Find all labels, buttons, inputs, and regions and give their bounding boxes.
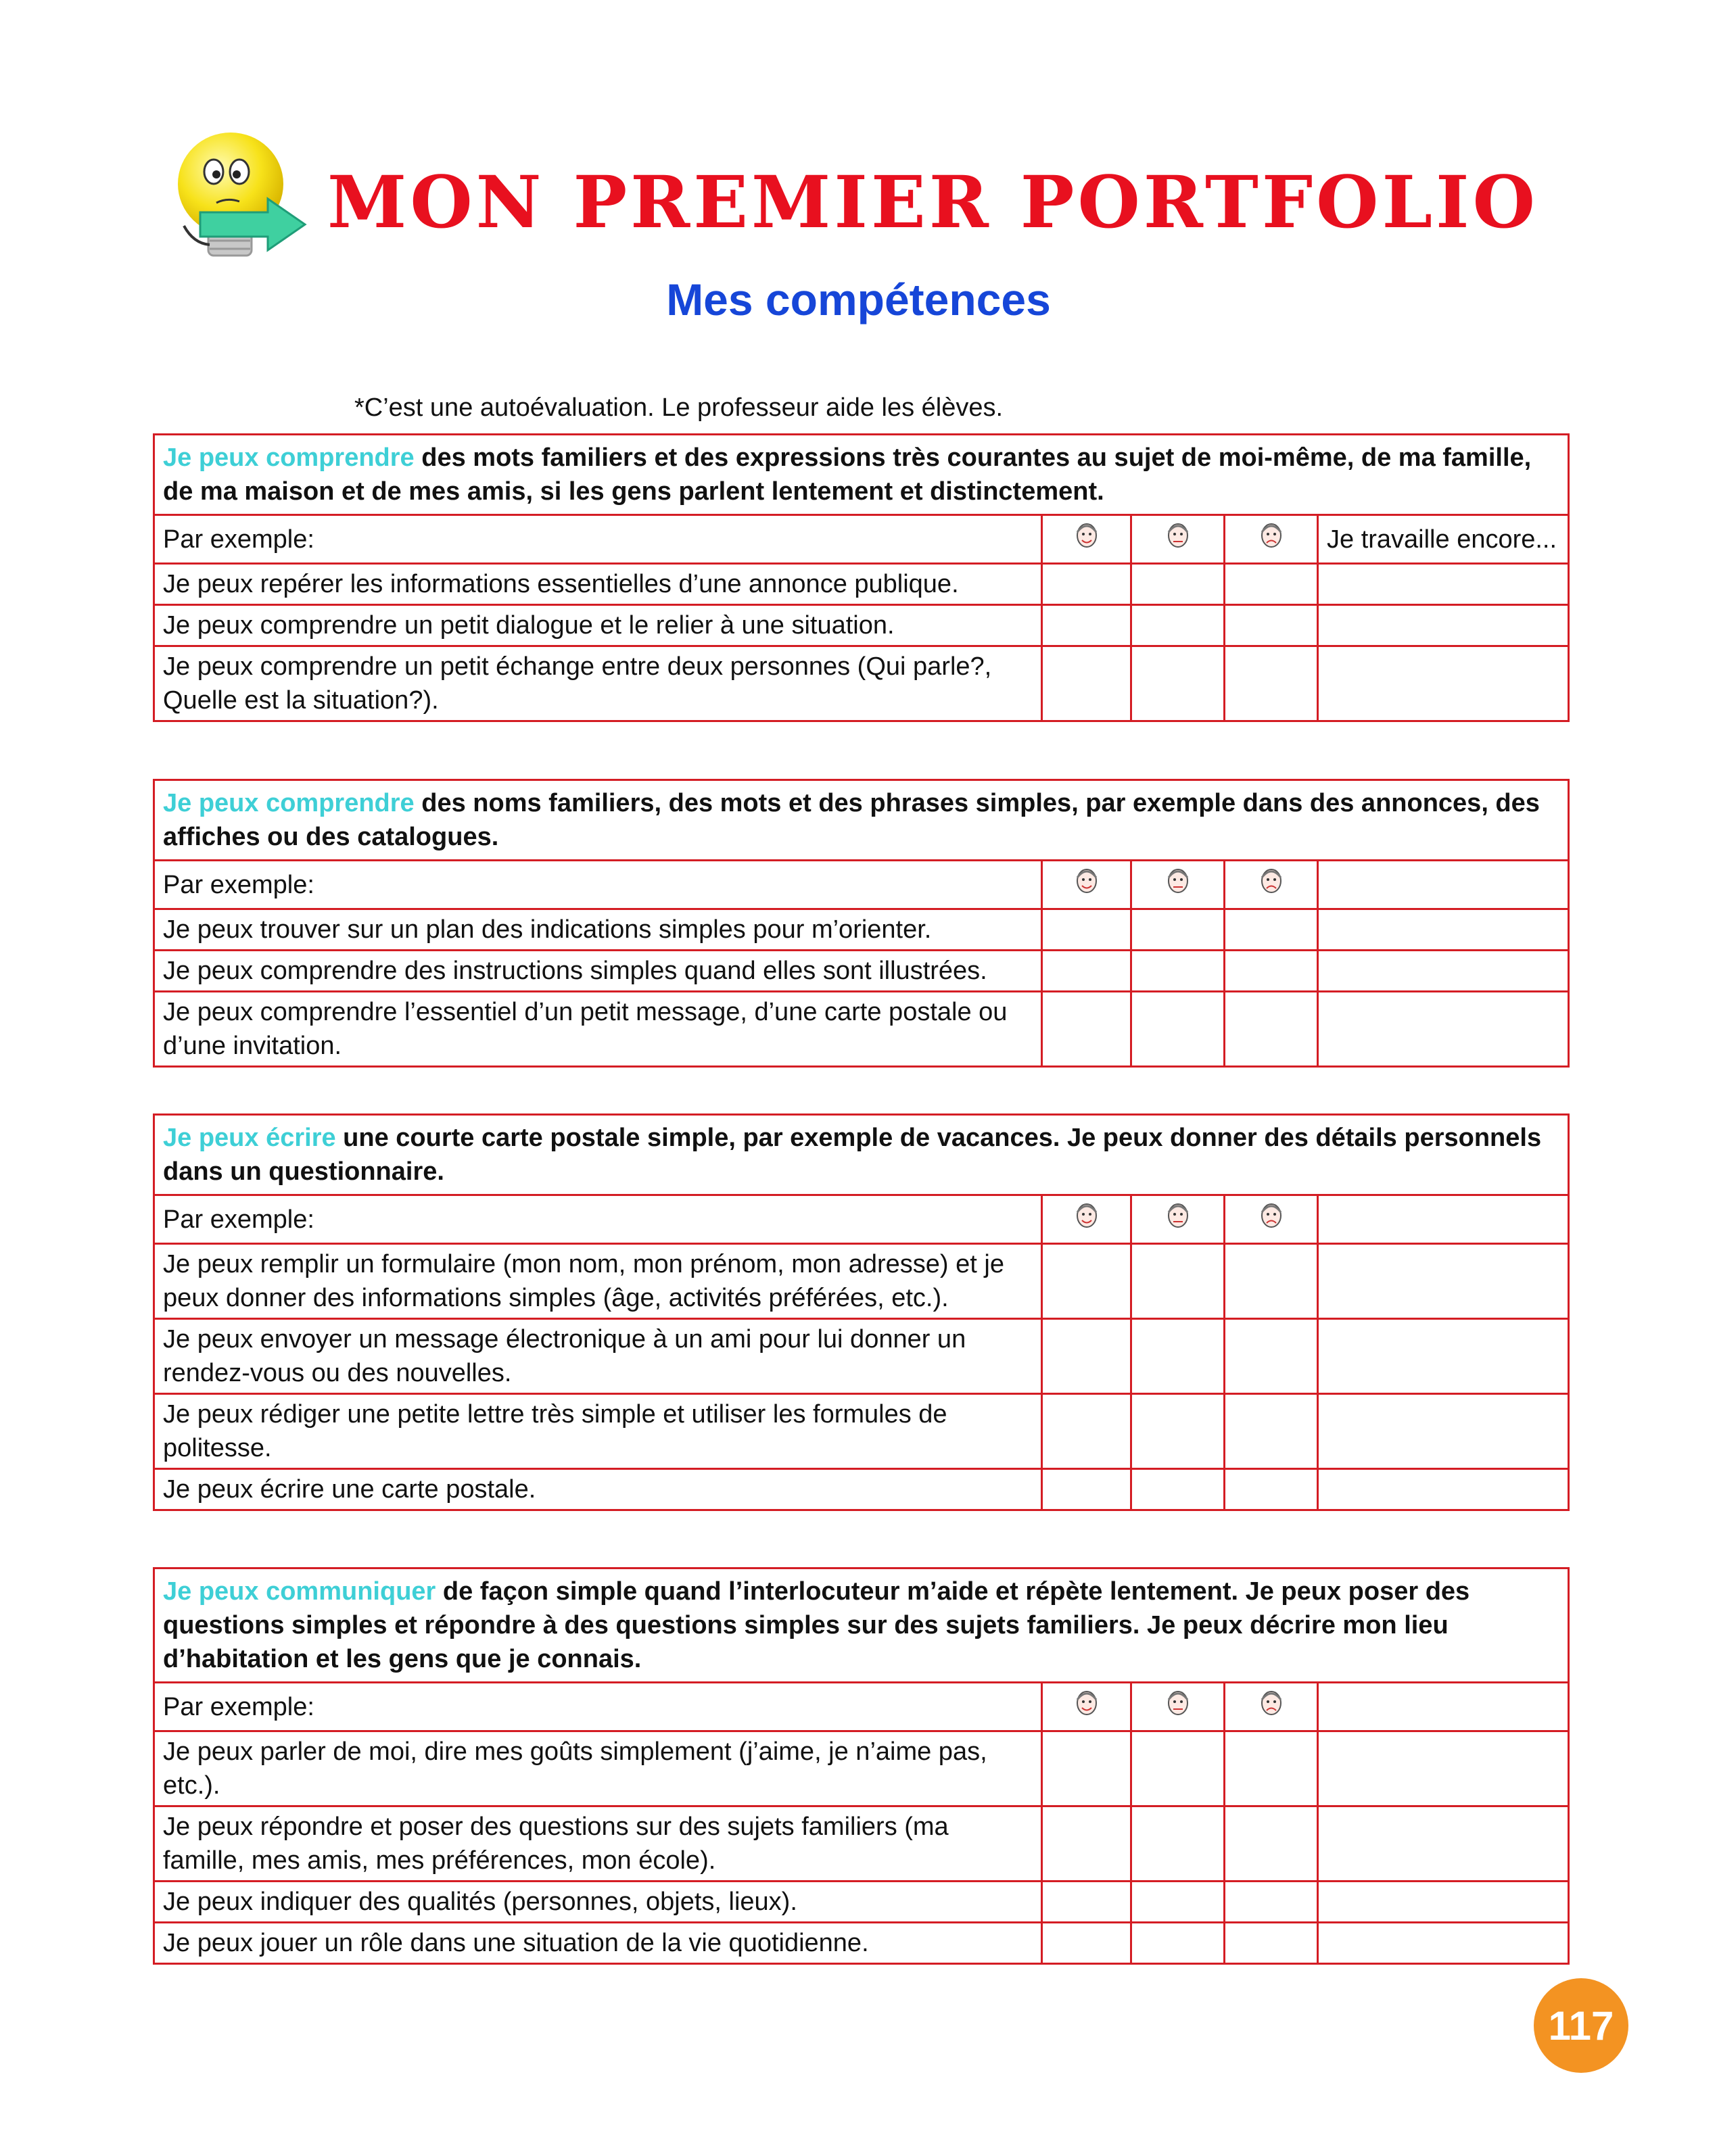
section-heading [154, 435, 1569, 515]
rating-cell[interactable] [1225, 951, 1318, 992]
rating-cell[interactable] [1225, 1731, 1318, 1806]
competence-item: Je peux comprendre des instructions simples quand elles sont illustrées. [154, 951, 1042, 992]
rating-cell[interactable] [1225, 1469, 1318, 1510]
rating-cell[interactable] [1318, 605, 1569, 646]
competence-item: Je peux parler de moi, dire mes goûts simplement (j’aime, je n’aime pas, etc.). [154, 1731, 1042, 1806]
lightbulb-mascot-icon [160, 130, 315, 272]
rating-cell[interactable] [1225, 909, 1318, 951]
rating-cell[interactable] [1042, 1806, 1131, 1882]
rating-cell[interactable] [1318, 992, 1569, 1067]
rating-cell[interactable] [1318, 1394, 1569, 1469]
competence-item: Je peux écrire une carte postale. [154, 1469, 1042, 1510]
face-icon [1042, 861, 1131, 909]
face-icon [1042, 1683, 1131, 1731]
section-lead: Je peux comprendre [163, 444, 415, 472]
still-working-label: Je travaille encore... [1318, 515, 1569, 564]
face-icon [1225, 1683, 1318, 1731]
page-number-badge: 117 [1534, 1978, 1628, 2073]
competence-item: Je peux remplir un formulaire (mon nom, mon prénom, mon adresse) et je peux donner des informations simples (âge, activités préférées, etc.). [154, 1244, 1042, 1319]
section-lead: Je peux comprendre [163, 789, 415, 817]
section-lead: Je peux écrire [163, 1124, 336, 1152]
rating-cell[interactable] [1225, 1394, 1318, 1469]
rating-cell[interactable] [1318, 951, 1569, 992]
rating-cell[interactable] [1042, 1244, 1131, 1319]
section-description: des noms familiers, des mots et des phrases simples, par exemple dans des annonces, des affiches ou des catalogues. [163, 789, 1540, 851]
rating-cell[interactable] [1318, 909, 1569, 951]
section-description: une courte carte postale simple, par exemple de vacances. Je peux donner des détails personnels dans un questionnaire. [163, 1124, 1542, 1186]
rating-cell[interactable] [1042, 646, 1131, 721]
competence-section-1 [153, 433, 1570, 722]
rating-cell[interactable] [1225, 1806, 1318, 1882]
rating-cell[interactable] [1131, 992, 1225, 1067]
self-assessment-note: *C’est une autoévaluation. Le professeur aide les élèves. [354, 393, 1004, 422]
section-lead: Je peux communiquer [163, 1577, 436, 1606]
rating-cell[interactable] [1225, 605, 1318, 646]
competence-item: Je peux comprendre un petit dialogue et le relier à une situation. [154, 605, 1042, 646]
face-icon [1225, 515, 1318, 564]
face-icon [1042, 515, 1131, 564]
rating-cell[interactable] [1225, 646, 1318, 721]
section-heading [154, 1568, 1569, 1683]
face-icon [1131, 861, 1225, 909]
rating-cell[interactable] [1131, 1244, 1225, 1319]
rating-cell[interactable] [1225, 992, 1318, 1067]
rating-cell[interactable] [1042, 1469, 1131, 1510]
rating-cell[interactable] [1042, 992, 1131, 1067]
example-label: Par exemple: [154, 1195, 1042, 1244]
face-icon [1225, 1195, 1318, 1244]
face-icon [1131, 1683, 1225, 1731]
section-description: des mots familiers et des expressions très courantes au sujet de moi-même, de ma famille, de ma maison et de mes amis, si les gens parlent lentement et distinctement. [163, 444, 1532, 506]
competence-item: Je peux comprendre un petit échange entre deux personnes (Qui parle?, Quelle est la situation?). [154, 646, 1042, 721]
rating-cell[interactable] [1131, 1923, 1225, 1964]
competence-item: Je peux indiquer des qualités (personnes, objets, lieux). [154, 1882, 1042, 1923]
example-label: Par exemple: [154, 1683, 1042, 1731]
competence-section-3 [153, 1113, 1570, 1511]
rating-cell[interactable] [1131, 646, 1225, 721]
competence-item: Je peux comprendre l’essentiel d’un petit message, d’une carte postale ou d’une invitation. [154, 992, 1042, 1067]
face-icon [1042, 1195, 1131, 1244]
competence-section-4 [153, 1567, 1570, 1965]
page-subtitle: Mes compétences [666, 274, 1051, 325]
competence-item: Je peux envoyer un message électronique à un ami pour lui donner un rendez-vous ou des nouvelles. [154, 1319, 1042, 1394]
rating-cell[interactable] [1042, 1882, 1131, 1923]
rating-cell[interactable] [1131, 1319, 1225, 1394]
rating-cell[interactable] [1318, 564, 1569, 605]
page-title: MON PREMIER PORTFOLIO [327, 160, 1538, 244]
rating-cell[interactable] [1318, 1319, 1569, 1394]
section-heading [154, 780, 1569, 861]
empty-header-cell [1318, 1683, 1569, 1731]
competence-item: Je peux repérer les informations essentielles d’une annonce publique. [154, 564, 1042, 605]
rating-cell[interactable] [1131, 1882, 1225, 1923]
rating-cell[interactable] [1318, 1923, 1569, 1964]
rating-cell[interactable] [1131, 564, 1225, 605]
competence-item: Je peux jouer un rôle dans une situation de la vie quotidienne. [154, 1923, 1042, 1964]
example-label: Par exemple: [154, 861, 1042, 909]
rating-cell[interactable] [1225, 1882, 1318, 1923]
rating-cell[interactable] [1318, 646, 1569, 721]
rating-cell[interactable] [1042, 951, 1131, 992]
rating-cell[interactable] [1225, 1319, 1318, 1394]
rating-cell[interactable] [1225, 1923, 1318, 1964]
rating-cell[interactable] [1225, 1244, 1318, 1319]
example-label: Par exemple: [154, 515, 1042, 564]
empty-header-cell [1318, 1195, 1569, 1244]
rating-cell[interactable] [1042, 909, 1131, 951]
rating-cell[interactable] [1318, 1731, 1569, 1806]
competence-item: Je peux trouver sur un plan des indications simples pour m’orienter. [154, 909, 1042, 951]
competence-item: Je peux rédiger une petite lettre très simple et utiliser les formules de politesse. [154, 1394, 1042, 1469]
rating-cell[interactable] [1225, 564, 1318, 605]
rating-cell[interactable] [1042, 1923, 1131, 1964]
face-icon [1131, 515, 1225, 564]
rating-cell[interactable] [1131, 951, 1225, 992]
rating-cell[interactable] [1318, 1882, 1569, 1923]
rating-cell[interactable] [1131, 1806, 1225, 1882]
face-icon [1225, 861, 1318, 909]
rating-cell[interactable] [1042, 605, 1131, 646]
empty-header-cell [1318, 861, 1569, 909]
rating-cell[interactable] [1131, 909, 1225, 951]
section-heading [154, 1115, 1569, 1195]
rating-cell[interactable] [1131, 1469, 1225, 1510]
competence-item: Je peux répondre et poser des questions sur des sujets familiers (ma famille, mes amis, mes préférences, mon école). [154, 1806, 1042, 1882]
rating-cell[interactable] [1042, 1394, 1131, 1469]
rating-cell[interactable] [1131, 1731, 1225, 1806]
rating-cell[interactable] [1042, 564, 1131, 605]
rating-cell[interactable] [1318, 1806, 1569, 1882]
rating-cell[interactable] [1318, 1469, 1569, 1510]
face-icon [1131, 1195, 1225, 1244]
section-description: de façon simple quand l’interlocuteur m’aide et répète lentement. Je peux poser des questions simples et répondre à des questions simples sur des sujets familiers. Je peux décrire mon lieu d’habitation et les gens que je connais. [163, 1577, 1470, 1673]
rating-cell[interactable] [1318, 1244, 1569, 1319]
rating-cell[interactable] [1131, 1394, 1225, 1469]
competence-section-2 [153, 779, 1570, 1068]
rating-cell[interactable] [1042, 1731, 1131, 1806]
rating-cell[interactable] [1042, 1319, 1131, 1394]
rating-cell[interactable] [1131, 605, 1225, 646]
